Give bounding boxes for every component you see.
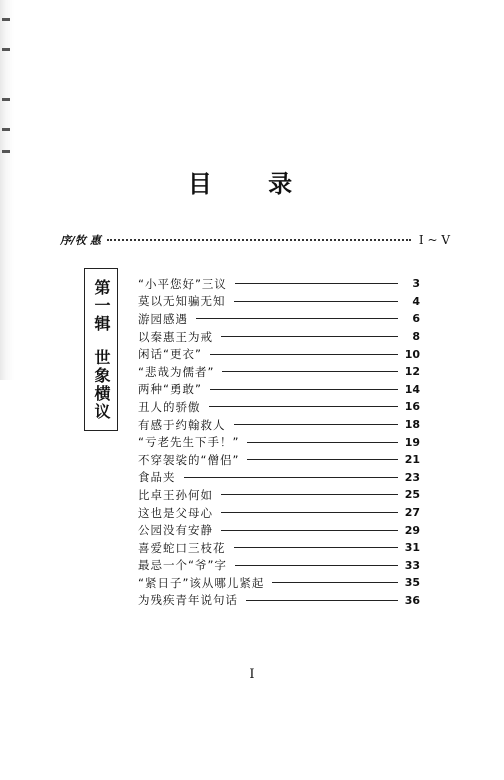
- toc-entry-title: “紧日子”该从哪儿紧起: [138, 575, 265, 590]
- preface-entry[interactable]: [60, 232, 450, 248]
- toc-entry[interactable]: [138, 416, 420, 434]
- toc-entry-title: 公园没有安静: [138, 523, 213, 538]
- leader-line: [210, 389, 398, 390]
- leader-line: [234, 547, 399, 548]
- toc-entry[interactable]: [138, 451, 420, 469]
- leader-line: [222, 371, 398, 372]
- section-title: 世象横议: [92, 349, 111, 421]
- leader-line: [235, 565, 398, 566]
- toc-entry-page: 23: [404, 470, 420, 484]
- toc-entry-list: [138, 275, 420, 609]
- toc-entry-page: 35: [404, 576, 420, 590]
- leader-line: [184, 477, 399, 478]
- toc-entry-title: “悲哉为儒者”: [138, 364, 215, 379]
- toc-entry-title: 比卓王孙何如: [138, 487, 213, 502]
- edge-mark: [2, 98, 10, 101]
- toc-entry-page: 27: [404, 506, 420, 520]
- toc-entry-title: 喜爱蛇口三枝花: [138, 540, 226, 555]
- preface-label: 序/牧 惠: [60, 234, 101, 247]
- toc-entry-page: 25: [404, 488, 420, 502]
- preface-pages: I ~ V: [418, 233, 450, 247]
- toc-entry-page: 18: [404, 418, 420, 432]
- toc-entry-page: 16: [404, 400, 420, 414]
- leader-line: [221, 494, 398, 495]
- toc-entry-page: 33: [404, 558, 420, 572]
- toc-entry[interactable]: [138, 504, 420, 522]
- toc-entry[interactable]: [138, 592, 420, 610]
- toc-entry-title: 以秦惠王为戒: [138, 329, 213, 344]
- leader-line: [221, 530, 398, 531]
- toc-entry[interactable]: [138, 398, 420, 416]
- leader-line: [210, 354, 398, 355]
- toc-entry-title: 为残疾青年说句话: [138, 593, 238, 608]
- toc-entry-page: 6: [412, 312, 420, 326]
- leader-line: [246, 600, 398, 601]
- toc-entry-page: 29: [404, 523, 420, 537]
- toc-entry[interactable]: [138, 381, 420, 399]
- toc-entry[interactable]: [138, 574, 420, 592]
- toc-entry[interactable]: [138, 275, 420, 293]
- toc-entry-title: 闲话“更衣”: [138, 347, 202, 362]
- page-title: 目 录: [187, 170, 317, 198]
- edge-mark: [2, 48, 10, 51]
- section-number: 第一辑: [92, 279, 111, 333]
- toc-entry[interactable]: [138, 433, 420, 451]
- toc-entry-page: 19: [404, 435, 420, 449]
- toc-entry-page: 4: [412, 294, 420, 308]
- leader-line: [234, 301, 399, 302]
- leader-line: [209, 406, 399, 407]
- toc-entry-page: 31: [404, 541, 420, 555]
- toc-entry[interactable]: [138, 328, 420, 346]
- leader-line: [234, 424, 399, 425]
- toc-entry[interactable]: [138, 363, 420, 381]
- toc-entry-page: 8: [412, 330, 420, 344]
- toc-entry[interactable]: [138, 345, 420, 363]
- edge-mark: [2, 150, 10, 153]
- dot-leader: [107, 239, 411, 241]
- edge-mark: [2, 128, 10, 131]
- toc-entry-title: 有感于约翰救人: [138, 417, 226, 432]
- leader-line: [247, 442, 398, 443]
- leader-line: [221, 512, 398, 513]
- toc-entry-title: 游园感遇: [138, 311, 188, 326]
- toc-entry-title: 最忌一个“爷”字: [138, 558, 227, 573]
- toc-entry[interactable]: [138, 539, 420, 557]
- toc-entry-title: “亏老先生下手！”: [138, 435, 240, 450]
- toc-entry-title: 莫以无知骗无知: [138, 294, 226, 309]
- toc-entry-title: 两种“勇敢”: [138, 382, 202, 397]
- page-number: I: [249, 667, 255, 682]
- section-label-box: [84, 268, 118, 431]
- toc-entry[interactable]: [138, 521, 420, 539]
- leader-line: [196, 318, 398, 319]
- leader-line: [221, 336, 398, 337]
- leader-line: [235, 283, 398, 284]
- toc-entry-page: 36: [404, 593, 420, 607]
- toc-entry-title: “小平您好”三议: [138, 276, 227, 291]
- toc-entry-page: 12: [404, 365, 420, 379]
- toc-entry-title: 这也是父母心: [138, 505, 213, 520]
- edge-mark: [2, 18, 10, 21]
- leader-line: [247, 459, 398, 460]
- toc-entry-page: 21: [404, 453, 420, 467]
- toc-entry[interactable]: [138, 469, 420, 487]
- toc-entry-page: 10: [404, 347, 420, 361]
- toc-entry-title: 食品夹: [138, 470, 176, 485]
- toc-entry[interactable]: [138, 557, 420, 575]
- toc-entry-page: 3: [412, 277, 420, 291]
- leader-line: [272, 582, 398, 583]
- toc-entry-title: 丑人的骄傲: [138, 399, 201, 414]
- toc-entry[interactable]: [138, 486, 420, 504]
- toc-entry[interactable]: [138, 293, 420, 311]
- toc-entry[interactable]: [138, 310, 420, 328]
- toc-entry-title: 不穿袈裟的“僧侣”: [138, 452, 240, 467]
- toc-entry-page: 14: [404, 382, 420, 396]
